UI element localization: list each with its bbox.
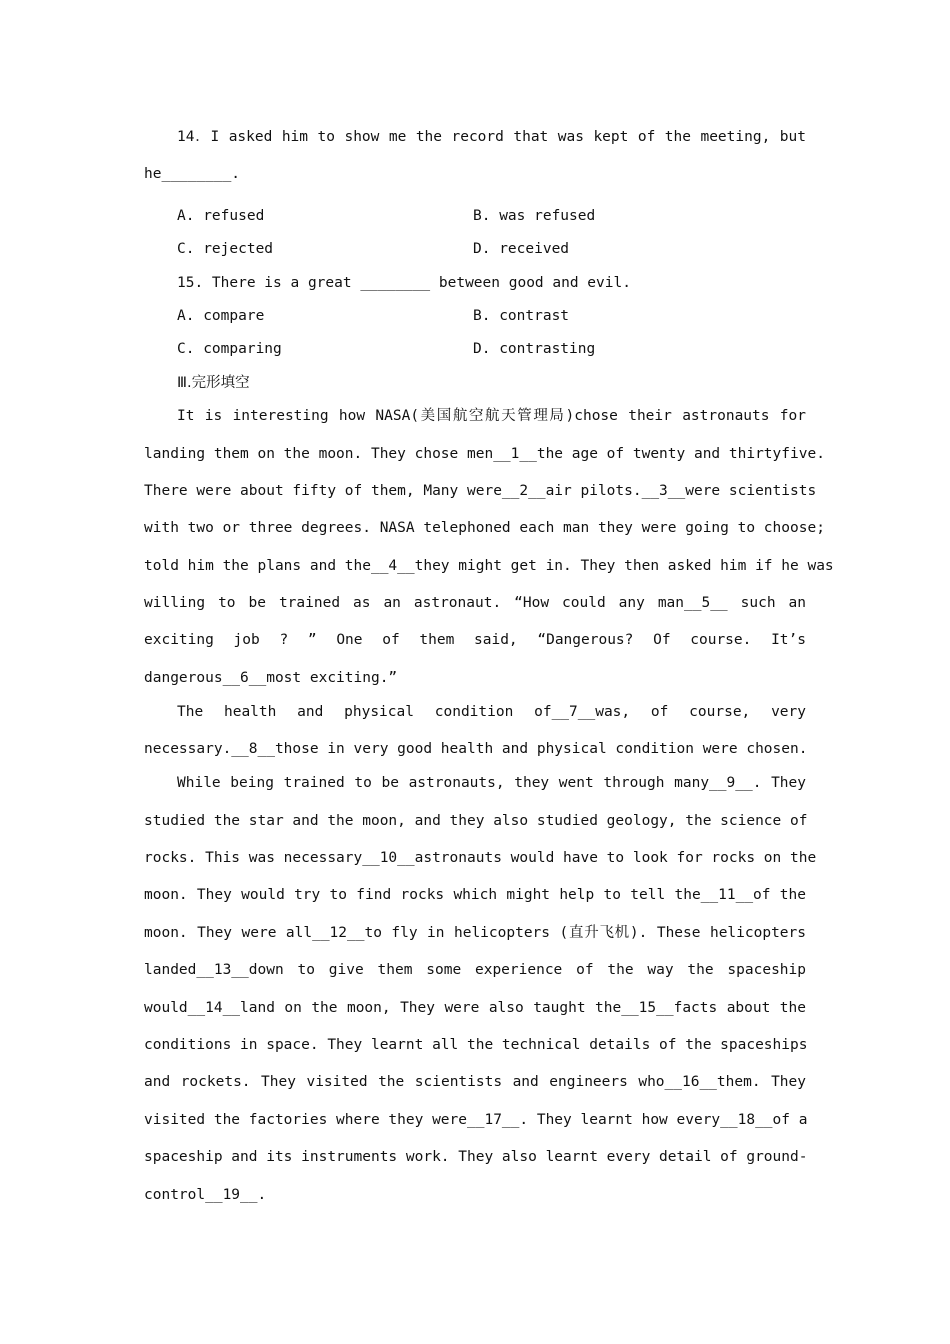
passage-line: There were about fifty of them, Many were__2__air pilots.__3__were scientists	[144, 482, 817, 499]
question-15-stem: 15. There is a great ________ between good and evil.	[177, 274, 631, 291]
passage-line: landed__13__down to give them some experience of the way the spaceship	[144, 962, 806, 979]
section-title: Ⅲ.完形填空	[177, 374, 250, 391]
passage-line: It is interesting how NASA(美国航空航天管理局)chose their astronauts for	[177, 408, 806, 425]
option-b: B. contrast	[473, 307, 570, 324]
passage-line: spaceship and its instruments work. They also learnt every detail of ground-	[144, 1149, 808, 1166]
passage-line: While being trained to be astronauts, they went through many__9__. They	[177, 775, 806, 792]
question-14-stem: 14．I asked him to show me the record that was kept of the meeting, but	[177, 129, 806, 145]
passage-line: with two or three degrees. NASA telephoned each man they were going to choose;	[144, 520, 825, 537]
question-15-options-row-2	[144, 336, 806, 369]
passage-line: told him the plans and the__4__they might get in. They then asked him if he was	[144, 557, 834, 574]
passage-line: would__14__land on the moon, They were also taught the__15__facts about the	[144, 999, 806, 1016]
passage-line: rocks. This was necessary__10__astronauts would have to look for rocks on the	[144, 850, 817, 867]
passage-line: landing them on the moon. They chose men__1__the age of twenty and thirtyfive.	[144, 445, 825, 462]
passage-paragraph-2	[144, 699, 806, 762]
option-d: D. received	[473, 241, 570, 258]
passage-line: necessary.__8__those in very good health and physical condition were chosen.	[144, 741, 808, 758]
passage-line: studied the star and the moon, and they also studied geology, the science of	[144, 812, 808, 829]
option-c: C. comparing	[177, 341, 282, 358]
document-page	[144, 124, 834, 1216]
question-14-stem-cont: he________.	[144, 166, 241, 183]
passage-line: visited the factories where they were__17__. They learnt how every__18__of a	[144, 1111, 808, 1128]
passage-paragraph-1	[144, 403, 834, 691]
question-14	[144, 124, 806, 195]
question-14-options-row-2	[144, 236, 806, 269]
passage-line: willing to be trained as an astronaut. “How could any man__5__ such an	[144, 595, 806, 612]
passage-line: The health and physical condition of__7__was, of course, very	[177, 703, 806, 720]
passage-line: dangerous__6__most exciting.”	[144, 669, 398, 686]
option-a: A. compare	[177, 307, 265, 324]
passage-line: control__19__.	[144, 1186, 267, 1203]
option-b: B. was refused	[473, 207, 596, 224]
option-d: D. contrasting	[473, 341, 596, 358]
passage-line: moon. They would try to find rocks which might help to tell the__11__of the	[144, 887, 806, 904]
passage-line: and rockets. They visited the scientists and engineers who__16__them. They	[144, 1074, 806, 1091]
passage-line: moon. They were all__12__to fly in helicopters (直升飞机). These helicopters	[144, 924, 806, 941]
option-c: C. rejected	[177, 241, 274, 258]
question-15-options-row-1	[144, 303, 806, 336]
passage-line: exciting job ? ” One of them said, “Dangerous? Of course. It’s	[144, 632, 806, 649]
passage-line: conditions in space. They learnt all the technical details of the spaceships	[144, 1036, 808, 1053]
option-a: A. refused	[177, 207, 265, 224]
question-14-options-row-1	[144, 203, 806, 236]
passage-paragraph-3	[144, 770, 817, 1207]
